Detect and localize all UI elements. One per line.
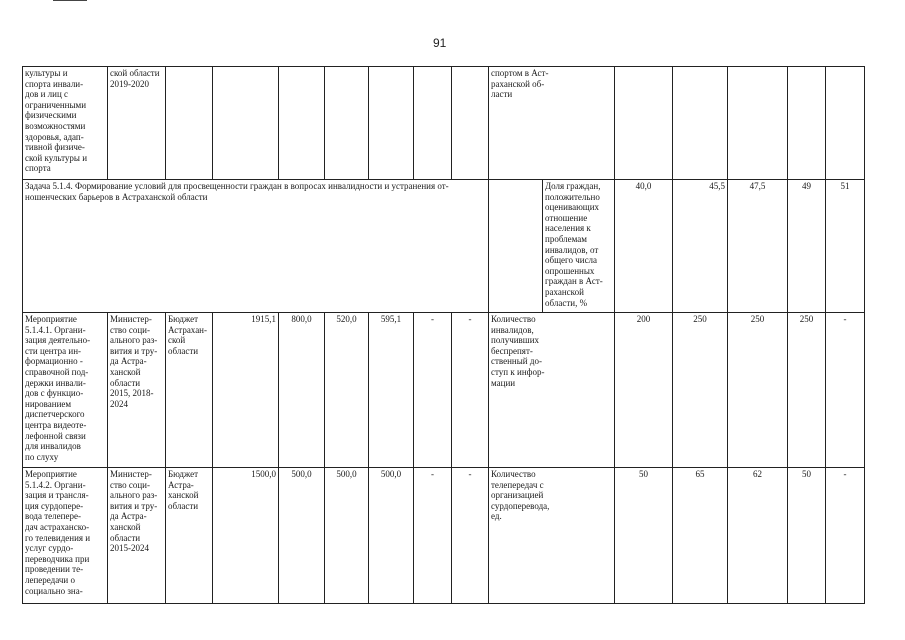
finance-cell bbox=[279, 67, 325, 180]
finance-cell: - bbox=[414, 313, 452, 468]
indicator-cell: Количество телепередач с организацией сурдоперевода, ед. bbox=[489, 468, 615, 604]
value-cell: 45,5 bbox=[673, 180, 728, 313]
value-cell: 250 bbox=[788, 313, 826, 468]
executor-cell: Министер- ство соци- ального раз- вития и тру- да Астра- ханской области 2015, 2018- 2024 bbox=[108, 313, 166, 468]
executor-cell: ской области 2019-2020 bbox=[108, 67, 166, 180]
finance-cell bbox=[369, 67, 414, 180]
value-cell: 65 bbox=[673, 468, 728, 604]
finance-cell: 595,1 bbox=[369, 313, 414, 468]
finance-cell bbox=[414, 67, 452, 180]
value-cell: 50 bbox=[788, 468, 826, 604]
finance-cell: 500,0 bbox=[369, 468, 414, 604]
indicator-cell: спортом в Аст- раханской об- ласти bbox=[489, 67, 615, 180]
finance-cell: 500,0 bbox=[279, 468, 325, 604]
table-row bbox=[23, 180, 865, 313]
value-cell: 51 bbox=[826, 180, 865, 313]
indicator-cell: Количество инвалидов, получивших беспрепят- ственный до- ступ к инфор- мации bbox=[489, 313, 615, 468]
source-cell: Бюджет Астра- ханской области bbox=[166, 468, 213, 604]
value-cell: 49 bbox=[788, 180, 826, 313]
table-row bbox=[23, 468, 865, 604]
value-cell: - bbox=[826, 313, 865, 468]
finance-cell: - bbox=[414, 468, 452, 604]
task-cell: Задача 5.1.4. Формирование условий для просвещенности граждан в вопросах инвалидности и устранения от- ношенческих барьеров в Астраханской области bbox=[23, 180, 489, 313]
executor-cell: Министер- ство соци- ального раз- вития и тру- да Астра- ханской области 2015-2024 bbox=[108, 468, 166, 604]
table-row bbox=[23, 67, 865, 180]
value-cell bbox=[826, 67, 865, 180]
finance-cell: - bbox=[452, 468, 489, 604]
indicator-cell: Доля граждан, положительно оценивающих отношение населения к проблемам инвалидов, от общего числа опрошенных граждан в Аст- раханской области, % bbox=[543, 180, 615, 313]
measure-name-cell: культуры и спорта инвали- дов и лиц с ограниченными физическими возможностями здоровья, адап- тивной физиче- ской культуры и спорта bbox=[23, 67, 108, 180]
table-row bbox=[23, 313, 865, 468]
measure-name-cell: Мероприятие 5.1.4.2. Органи- зация и трансля- ция сурдопере- вода телепере- дач астраханско- го телевидения и услуг сурдо- переводчика при проведении те- лепередачи о социально зна- bbox=[23, 468, 108, 604]
finance-cell: 500,0 bbox=[325, 468, 369, 604]
finance-cell bbox=[325, 67, 369, 180]
finance-cell: - bbox=[452, 313, 489, 468]
value-cell: 40,0 bbox=[615, 180, 673, 313]
source-cell bbox=[166, 67, 213, 180]
value-cell: 250 bbox=[673, 313, 728, 468]
value-cell bbox=[728, 67, 788, 180]
value-cell bbox=[615, 67, 673, 180]
spacer-cell bbox=[489, 180, 543, 313]
value-cell bbox=[788, 67, 826, 180]
finance-total-cell: 1500,0 bbox=[213, 468, 279, 604]
finance-cell: 800,0 bbox=[279, 313, 325, 468]
corner-mark bbox=[53, 0, 87, 1]
value-cell: 50 bbox=[615, 468, 673, 604]
value-cell: 200 bbox=[615, 313, 673, 468]
value-cell: 62 bbox=[728, 468, 788, 604]
value-cell bbox=[673, 67, 728, 180]
finance-cell: 520,0 bbox=[325, 313, 369, 468]
finance-total-cell: 1915,1 bbox=[213, 313, 279, 468]
program-table bbox=[22, 66, 865, 604]
finance-total-cell bbox=[213, 67, 279, 180]
page-number: 91 bbox=[433, 36, 447, 50]
measure-name-cell: Мероприятие 5.1.4.1. Органи- зация деятельно- сти центра ин- формационно - справочной под- держки инвали- дов с функцио- нированием диспетчерского центра видеоте- лефонной связи для инвалидов по слуху bbox=[23, 313, 108, 468]
finance-cell bbox=[452, 67, 489, 180]
value-cell: - bbox=[826, 468, 865, 604]
value-cell: 47,5 bbox=[728, 180, 788, 313]
source-cell: Бюджет Астрахан- ской области bbox=[166, 313, 213, 468]
value-cell: 250 bbox=[728, 313, 788, 468]
